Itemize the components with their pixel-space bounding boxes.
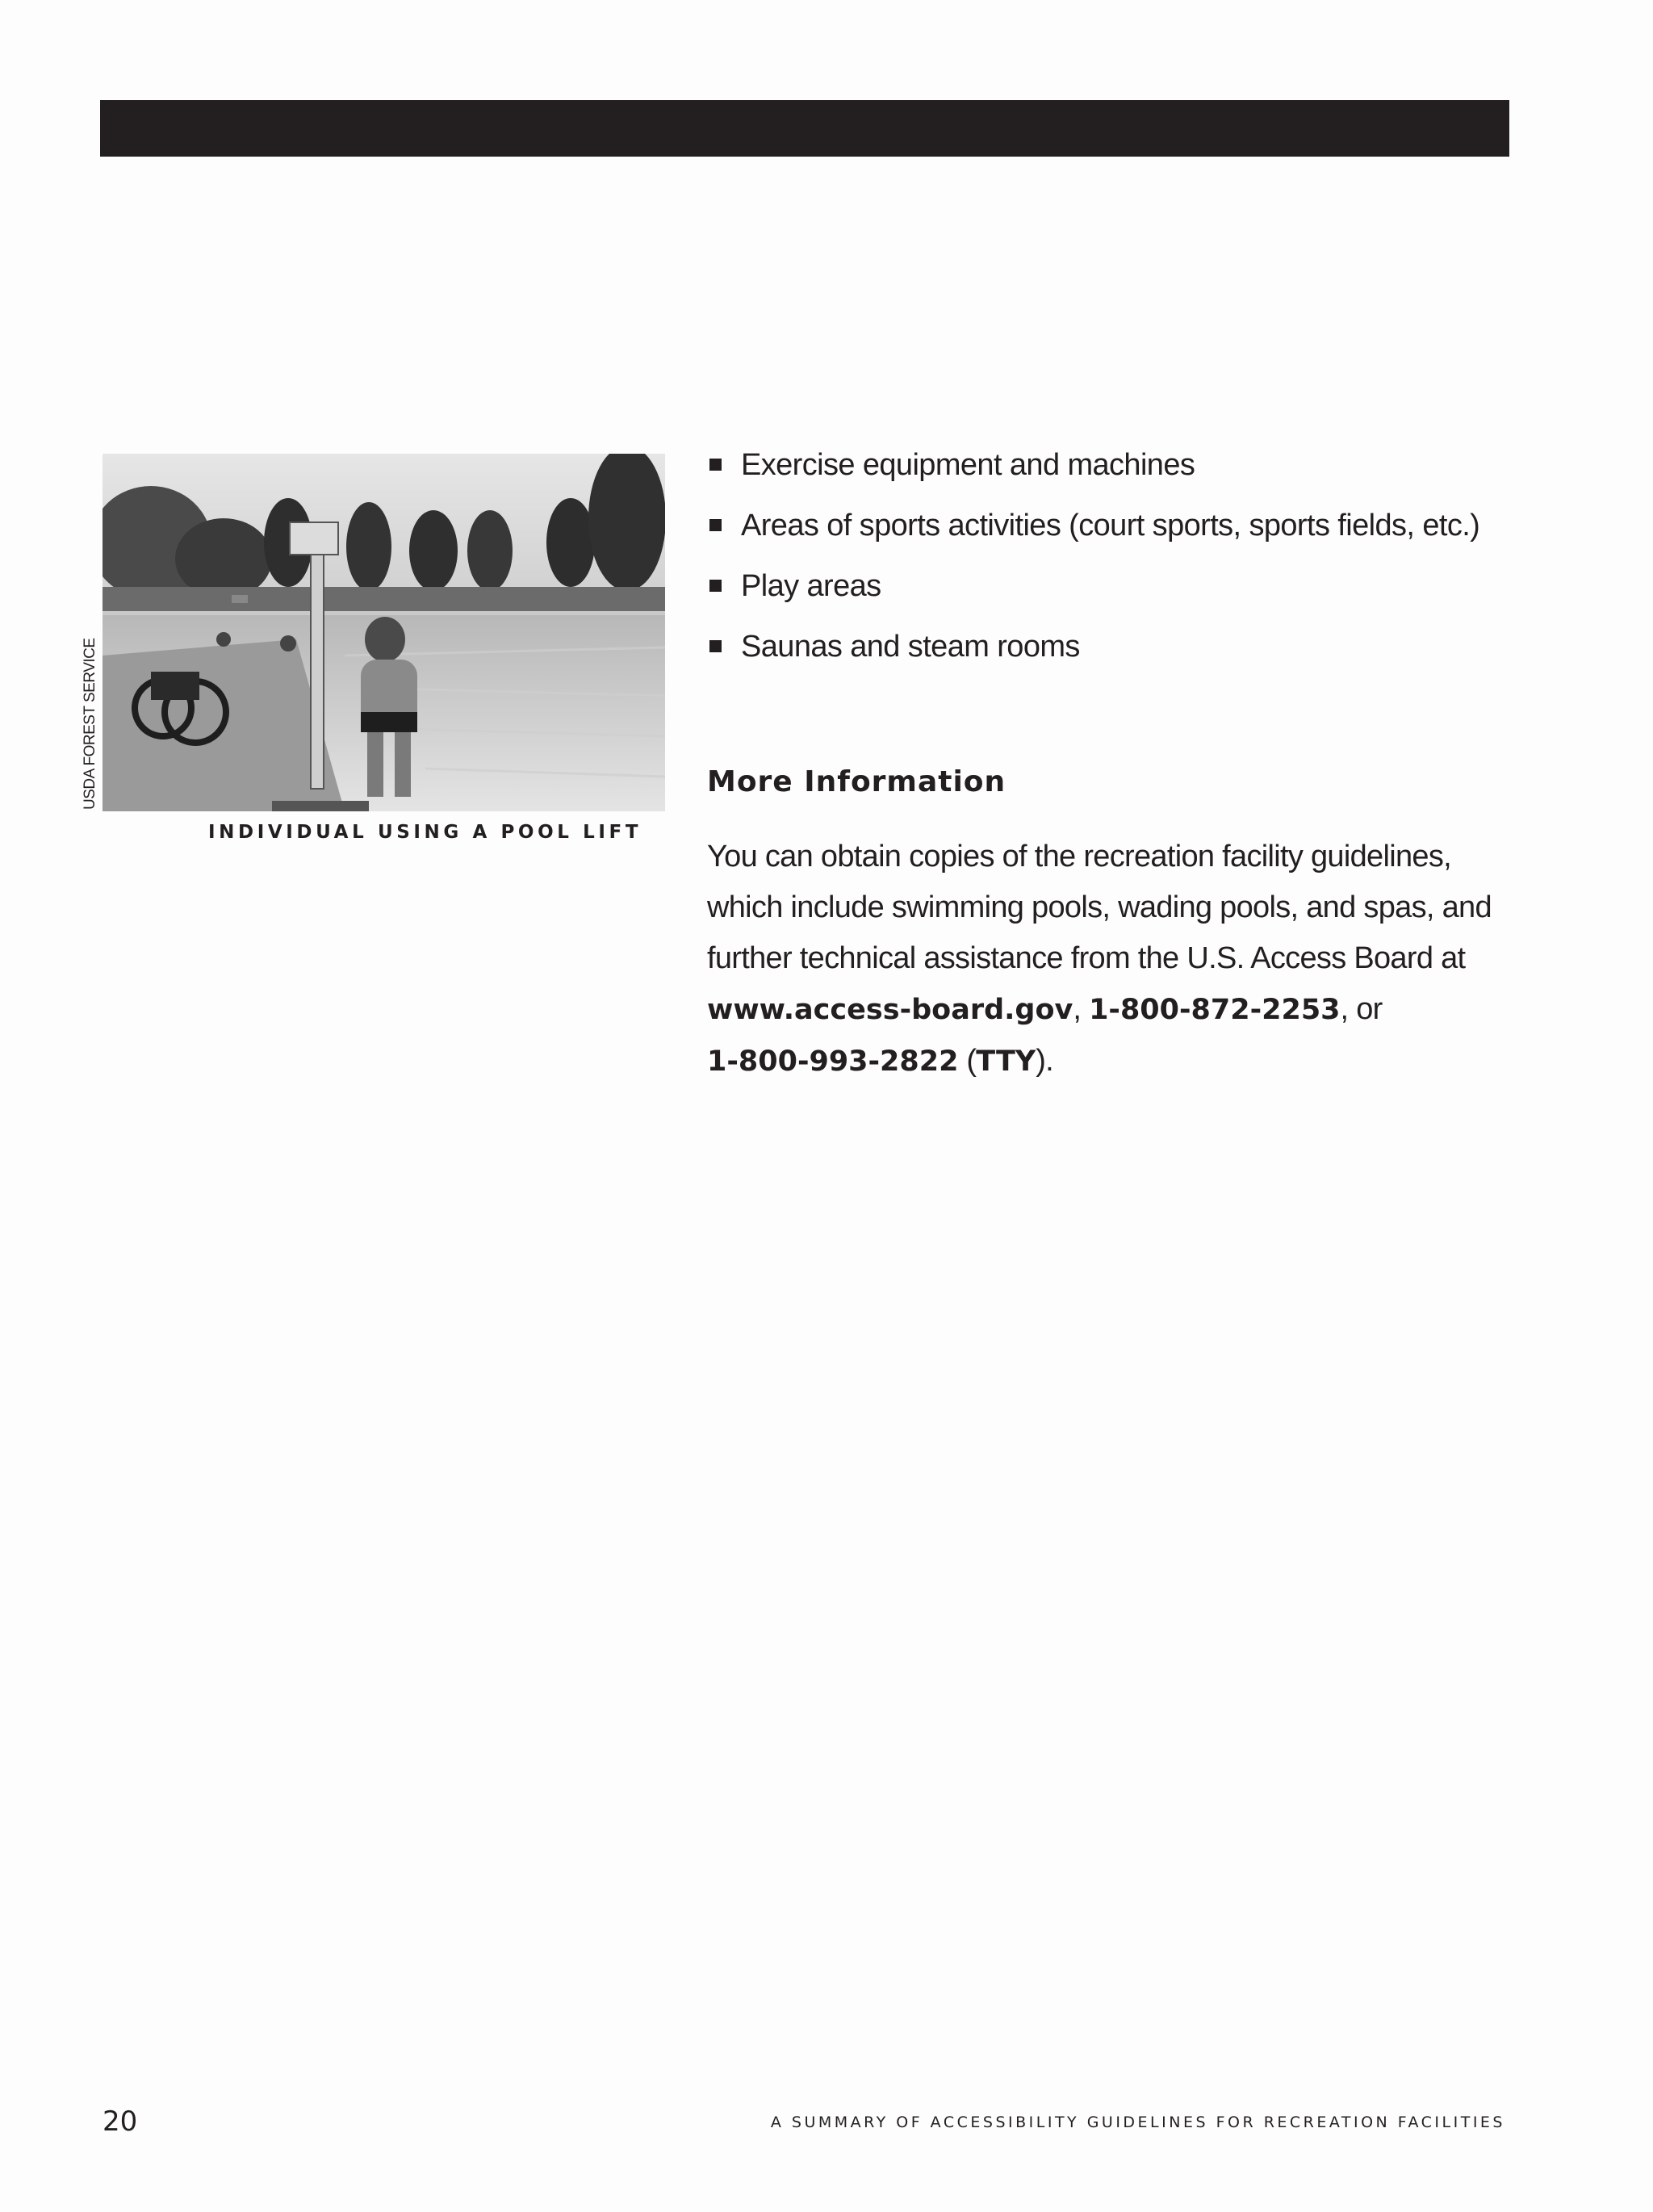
footer-title: A SUMMARY OF ACCESSIBILITY GUIDELINES FOR RECREATION FACILITIES <box>770 2114 1505 2131</box>
photo-credit: USDA FOREST SERVICE <box>82 638 98 810</box>
photo-caption: INDIVIDUAL USING A POOL LIFT <box>208 822 642 843</box>
tty-label: TTY <box>976 1045 1036 1078</box>
list-item-text: Exercise equipment and machines <box>741 448 1195 482</box>
list-item <box>707 627 1514 666</box>
square-bullet-icon <box>709 580 722 592</box>
tty-phone-number[interactable]: 1-800-993-2822 <box>707 1045 959 1078</box>
page-number: 20 <box>103 2105 138 2138</box>
separator: , <box>1073 992 1090 1026</box>
info-text: You can obtain copies of the recreation facility guidelines, which include swimming pools, wading pools, and spas, and further technical assistance from the U.S. Access Board at <box>707 840 1492 975</box>
list-item <box>707 567 1514 605</box>
paren-open: ( <box>958 1044 977 1078</box>
more-information-heading: More Information <box>707 765 1006 798</box>
phone-number[interactable]: 1-800-872-2253 <box>1089 994 1341 1026</box>
square-bullet-icon <box>709 640 722 652</box>
square-bullet-icon <box>709 459 722 471</box>
facility-list <box>707 446 1514 688</box>
square-bullet-icon <box>709 519 722 531</box>
website-link[interactable]: www.access-board.gov <box>707 994 1073 1026</box>
more-information-text <box>707 832 1514 1087</box>
separator: , or <box>1340 992 1383 1026</box>
pool-lift-photo <box>103 454 665 811</box>
list-item-text: Play areas <box>741 569 881 603</box>
list-item-text: Saunas and steam rooms <box>741 630 1080 664</box>
list-item <box>707 446 1514 484</box>
header-bar <box>100 100 1509 157</box>
paren-close: ). <box>1036 1044 1053 1078</box>
list-item-text: Areas of sports activities (court sports, sports fields, etc.) <box>741 509 1480 543</box>
list-item <box>707 506 1514 545</box>
